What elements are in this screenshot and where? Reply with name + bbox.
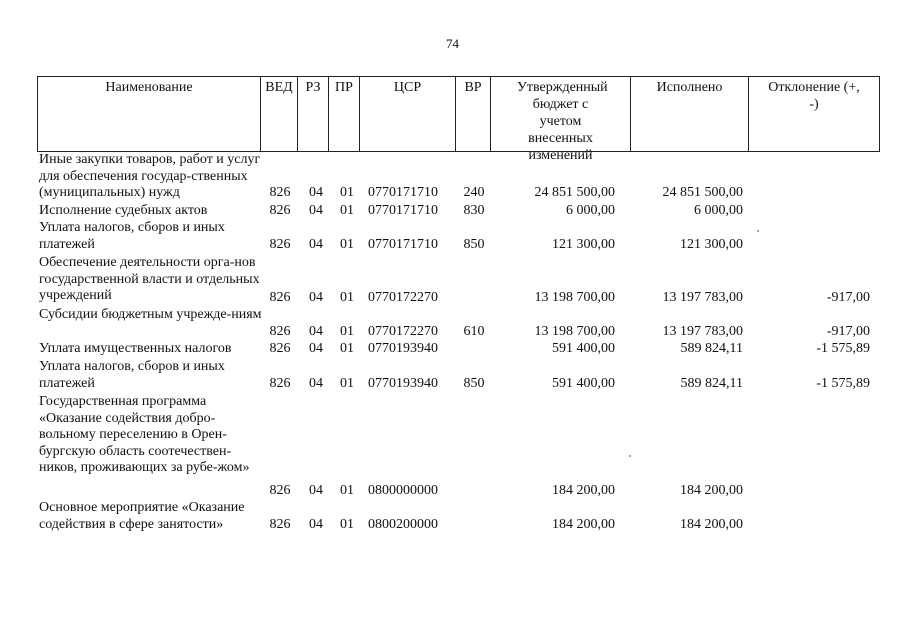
header-deviation: Отклонение (+, -) [749,77,880,151]
row-rz: 04 [309,237,323,252]
row-pr: 01 [340,517,354,532]
row-ved: 826 [269,185,291,200]
row-executed: 13 197 783,00 [662,290,743,305]
header-vr: ВР [456,77,491,151]
row-pr: 01 [340,237,354,252]
row-budget: 121 300,00 [552,237,615,252]
row-ved: 826 [269,237,291,252]
row-name: Государственная программа «Оказание содействия добро-вольному переселению в Орен-бургскую область соотечествен-ников, проживающих за рубе-жом» [39,394,250,475]
row-rz: 04 [309,324,323,339]
row-pr: 01 [340,341,354,356]
row-csr: 0770171710 [368,203,438,218]
row-executed: 184 200,00 [680,517,743,532]
row-name: Исполнение судебных актов [39,203,208,218]
row-ved: 826 [269,341,291,356]
row-deviation: -917,00 [826,324,870,339]
row-deviation: -1 575,89 [816,341,870,356]
row-name: Субсидии бюджетным учрежде-ниям [39,307,262,322]
row-pr: 01 [340,376,354,391]
row-deviation: -1 575,89 [816,376,870,391]
row-rz: 04 [309,203,323,218]
row-ved: 826 [269,324,291,339]
row-executed: 184 200,00 [680,483,743,498]
row-ved: 826 [269,203,291,218]
row-executed: 589 824,11 [680,376,743,391]
row-rz: 04 [309,483,323,498]
row-vr: 240 [463,185,485,200]
row-name: Основное мероприятие «Оказание содействия в сфере занятости» [39,500,245,532]
row-csr: 0770172270 [368,290,438,305]
row-executed: 121 300,00 [680,237,743,252]
row-rz: 04 [309,185,323,200]
row-deviation: -917,00 [826,290,870,305]
row-csr: 0800000000 [368,483,438,498]
header-executed: Исполнено [631,77,749,151]
row-rz: 04 [309,517,323,532]
row-name: Уплата налогов, сборов и иных платежей [39,359,225,391]
row-vr: 850 [463,376,485,391]
row-rz: 04 [309,341,323,356]
row-pr: 01 [340,483,354,498]
header-csr: ЦСР [360,77,456,151]
header-rz: РЗ [298,77,329,151]
row-name: Обеспечение деятельности орга-нов государственной власти и отдельных учреждений [39,255,260,303]
header-budget: Утвержденный бюджет с учетом внесенных изменений [491,77,631,151]
row-name: Уплата налогов, сборов и иных платежей [39,220,225,252]
row-vr: 850 [463,237,485,252]
row-csr: 0770171710 [368,185,438,200]
row-ved: 826 [269,517,291,532]
row-budget: 13 198 700,00 [534,324,615,339]
row-name: Уплата имущественных налогов [39,341,232,356]
row-pr: 01 [340,290,354,305]
row-executed: 24 851 500,00 [662,185,743,200]
header-name: Наименование [38,77,261,151]
header-ved: ВЕД [261,77,298,151]
row-name: Иные закупки товаров, работ и услуг для обеспечения государ-ственных (муниципальных) нужд [39,152,261,200]
row-pr: 01 [340,324,354,339]
page-number: 74 [446,36,459,51]
row-vr: 610 [463,324,485,339]
row-pr: 01 [340,203,354,218]
row-executed: 6 000,00 [694,203,743,218]
row-budget: 6 000,00 [566,203,615,218]
scan-speck [629,455,631,457]
row-budget: 591 400,00 [552,376,615,391]
table-header [37,76,880,163]
row-budget: 13 198 700,00 [534,290,615,305]
row-budget: 591 400,00 [552,341,615,356]
row-rz: 04 [309,376,323,391]
row-rz: 04 [309,290,323,305]
row-pr: 01 [340,185,354,200]
row-executed: 589 824,11 [680,341,743,356]
header-pr: ПР [329,77,360,151]
row-budget: 184 200,00 [552,483,615,498]
row-csr: 0800200000 [368,517,438,532]
scan-speck [757,230,759,232]
row-csr: 0770193940 [368,341,438,356]
row-csr: 0770193940 [368,376,438,391]
row-budget: 184 200,00 [552,517,615,532]
row-csr: 0770171710 [368,237,438,252]
row-vr: 830 [463,203,485,218]
row-ved: 826 [269,376,291,391]
row-executed: 13 197 783,00 [662,324,743,339]
row-ved: 826 [269,290,291,305]
row-ved: 826 [269,483,291,498]
row-budget: 24 851 500,00 [534,185,615,200]
row-csr: 0770172270 [368,324,438,339]
